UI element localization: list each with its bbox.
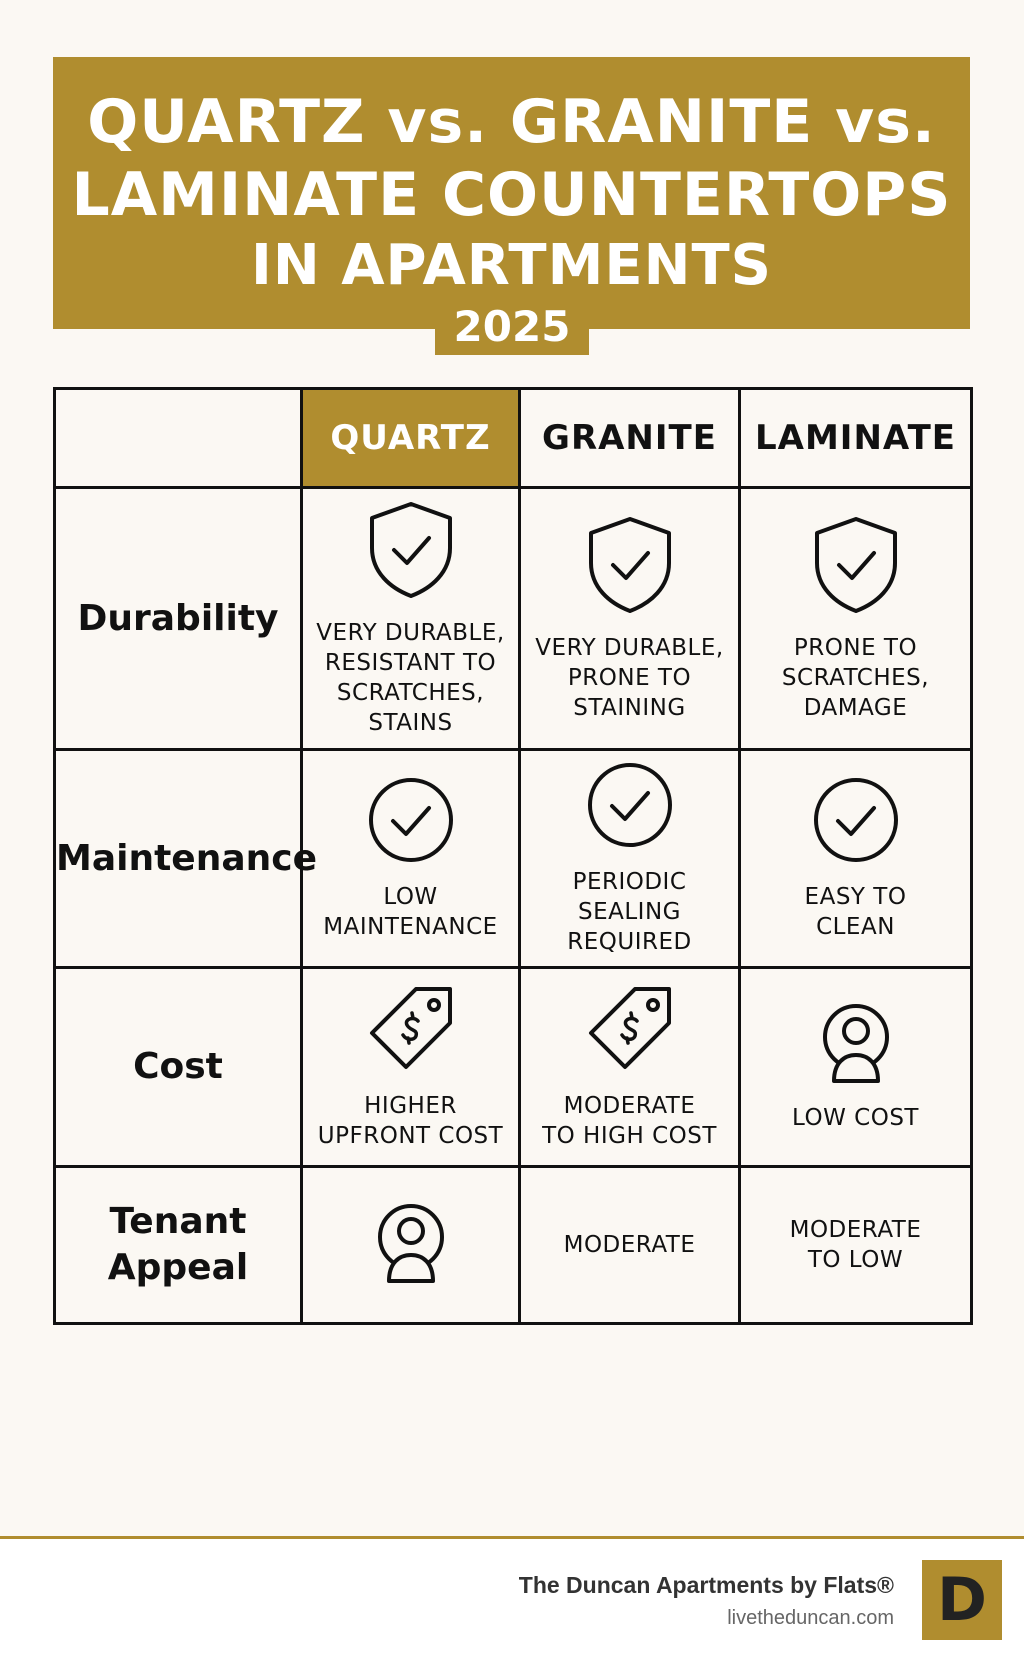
year-badge: 2025: [435, 299, 589, 355]
table-cell: [740, 968, 972, 1167]
table-row: [55, 488, 972, 750]
title-line-3: IN APARTMENTS: [251, 233, 772, 298]
table-cell: [302, 968, 520, 1167]
shield-check-icon: [521, 515, 738, 619]
cell-text: PRONE TO SCRATCHES, DAMAGE: [781, 634, 930, 721]
cell-text: PERIODIC SEALING REQUIRED: [567, 868, 692, 955]
brand-url[interactable]: livetheduncan.com: [727, 1607, 894, 1629]
title-line-1: QUARTZ vs. GRANITE vs.: [87, 87, 936, 157]
cell-text: VERY DURABLE, PRONE TO STAINING: [535, 634, 724, 721]
table-cell: [740, 488, 972, 750]
title-banner: [53, 57, 970, 329]
table-cell: [740, 1167, 972, 1324]
table-cell: [520, 488, 740, 750]
cell-text: LOW MAINTENANCE: [323, 883, 498, 940]
table-row: [55, 750, 972, 968]
table-cell: [302, 1167, 520, 1324]
price-tag-icon: [303, 983, 518, 1077]
table-header-row: [55, 389, 972, 488]
row-label: Maintenance: [55, 750, 302, 968]
table-cell: [520, 750, 740, 968]
cell-text: VERY DURABLE, RESISTANT TO SCRATCHES, STAINS: [316, 619, 505, 736]
table-cell: [740, 750, 972, 968]
title-line-2: LAMINATE COUNTERTOPS: [71, 160, 952, 230]
column-header-granite: GRANITE: [520, 389, 740, 488]
person-icon: [303, 1201, 518, 1289]
cell-text: EASY TO CLEAN: [804, 883, 907, 940]
cell-text: MODERATE TO HIGH COST: [542, 1093, 717, 1149]
table-cell: [302, 750, 520, 968]
table-row: [55, 968, 972, 1167]
table-cell: [302, 488, 520, 750]
cell-text: LOW COST: [792, 1105, 919, 1131]
circle-check-icon: [741, 776, 970, 868]
circle-check-icon: [303, 776, 518, 868]
footer: [0, 1539, 1024, 1666]
row-label: Durability: [55, 488, 302, 750]
row-label: Cost: [55, 968, 302, 1167]
cell-text: HIGHER UPFRONT COST: [317, 1093, 504, 1149]
brand-logo: D: [922, 1560, 1002, 1640]
table-cell: [520, 1167, 740, 1324]
table-cell: [520, 968, 740, 1167]
cell-text: MODERATE TO LOW: [789, 1217, 922, 1273]
corner-cell: [55, 389, 302, 488]
price-tag-icon: [521, 983, 738, 1077]
row-label: Tenant Appeal: [55, 1167, 302, 1324]
person-icon: [741, 1001, 970, 1089]
circle-check-icon: [521, 761, 738, 853]
cell-text: MODERATE: [563, 1232, 696, 1258]
comparison-table: [53, 387, 973, 1325]
brand-name: The Duncan Apartments by Flats®: [518, 1572, 894, 1598]
column-header-laminate: LAMINATE: [740, 389, 972, 488]
table-row: [55, 1167, 972, 1324]
shield-check-icon: [741, 515, 970, 619]
column-header-quartz: QUARTZ: [302, 389, 520, 488]
shield-check-icon: [303, 500, 518, 604]
